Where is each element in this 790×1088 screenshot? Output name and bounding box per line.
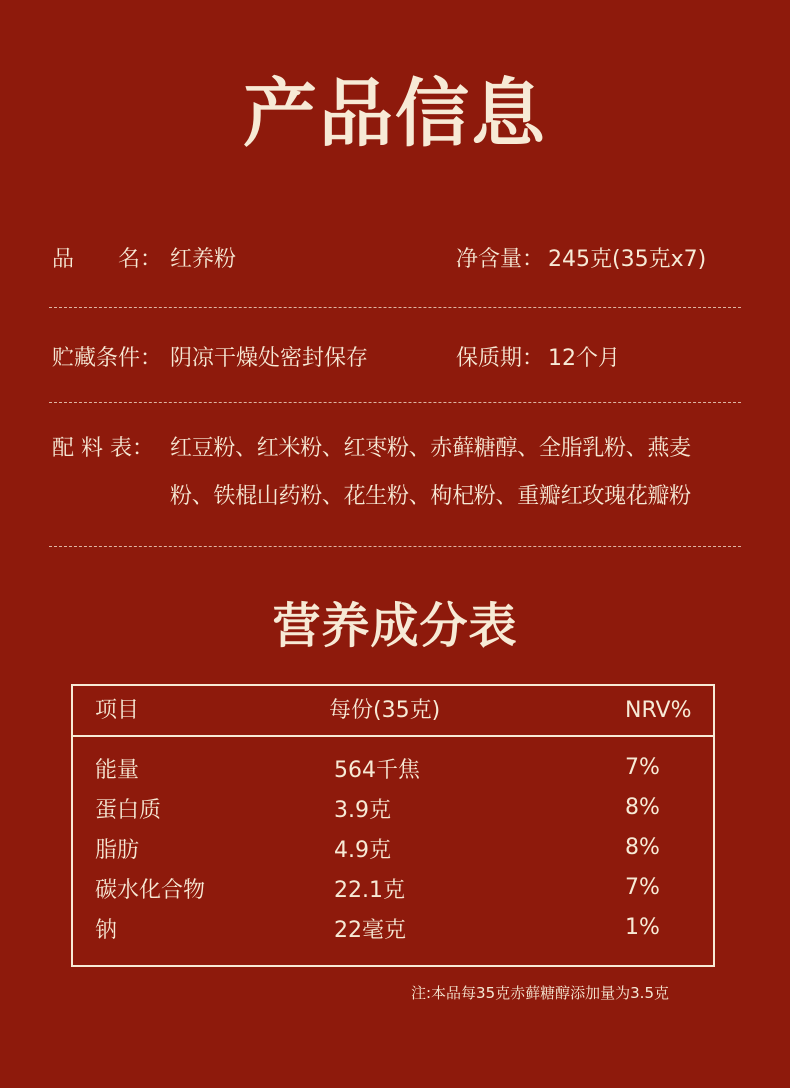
row-energy-value: 564千焦 [334, 758, 420, 783]
net-content-label: 净含量： [456, 247, 545, 272]
table-header-divider [73, 735, 715, 737]
row-carbs-name: 碳水化合物 [95, 878, 206, 903]
header-per-serving: 每份(35克) [329, 698, 441, 723]
product-name-label: 品 名： [52, 247, 163, 272]
ingredients-line-2: 粉、铁棍山药粉、花生粉、枸杞粉、重瓣红玫瑰花瓣粉 [170, 484, 691, 509]
net-content-value: 245克(35克x7) [548, 247, 707, 272]
storage-value: 阴凉干燥处密封保存 [170, 346, 369, 371]
divider-1 [49, 307, 741, 308]
page-title: 产品信息 [243, 71, 547, 157]
row-protein-value: 3.9克 [334, 798, 391, 823]
nutrition-title: 营养成分表 [272, 598, 518, 654]
row-protein-nrv: 8% [625, 795, 660, 820]
divider-2 [49, 402, 741, 403]
row-protein-name: 蛋白质 [95, 798, 162, 823]
header-item: 项目 [95, 698, 140, 723]
row-sodium-value: 22毫克 [334, 918, 406, 943]
row-energy-name: 能量 [95, 758, 140, 783]
ingredients-label: 配 料 表： [52, 436, 154, 461]
row-carbs-value: 22.1克 [334, 878, 405, 903]
row-sodium-name: 钠 [95, 918, 118, 943]
row-energy-nrv: 7% [625, 755, 660, 780]
row-fat-nrv: 8% [625, 835, 660, 860]
shelf-life-label: 保质期： [456, 346, 545, 371]
divider-3 [49, 546, 741, 547]
product-name-value: 红养粉 [170, 247, 237, 272]
row-sodium-nrv: 1% [625, 915, 660, 940]
row-carbs-nrv: 7% [625, 875, 660, 900]
footnote: 注:本品每35克赤藓糖醇添加量为3.5克 [411, 984, 669, 1002]
ingredients-line-1: 红豆粉、红米粉、红枣粉、赤藓糖醇、全脂乳粉、燕麦 [170, 436, 691, 461]
row-fat-name: 脂肪 [95, 838, 140, 863]
storage-label: 贮藏条件： [52, 346, 163, 371]
header-nrv: NRV% [625, 698, 692, 723]
row-fat-value: 4.9克 [334, 838, 391, 863]
shelf-life-value: 12个月 [548, 346, 620, 371]
